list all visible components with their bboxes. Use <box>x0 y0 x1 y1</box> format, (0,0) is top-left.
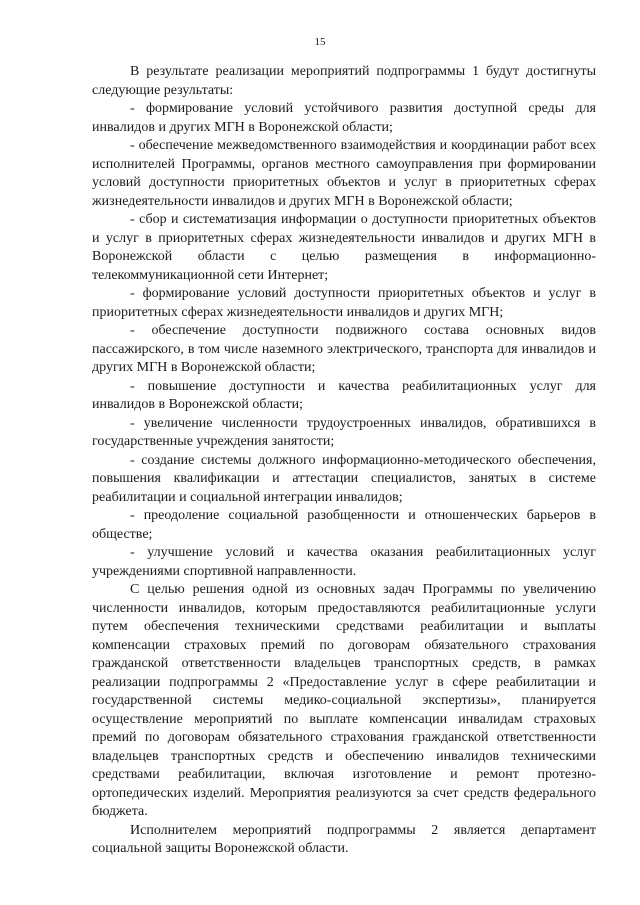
result-item-information-collection: - сбор и систематизация информации о доступности приоритетных объектов и услуг в приоритетных сферах жизнедеятельности инвалидов и других МГН в Воронежской области с целью размещения в информационно-телекоммуникационной сети Интернет; <box>92 212 596 283</box>
result-item-accessibility-conditions: - формирование условий доступности приоритетных объектов и услуг в приоритетных сферах жизнедеятельности инвалидов и других МГН; <box>92 286 596 320</box>
result-item-accessible-environment: - формирование условий устойчивого развития доступной среды для инвалидов и других МГН в Воронежской области; <box>92 101 596 135</box>
result-item-methodical-support: - создание системы должного информационно-методического обеспечения, повышения квалификации и аттестации специалистов, занятых в системе реабилитации и социальной интеграции инвалидов; <box>92 452 596 505</box>
executor-paragraph: Исполнителем мероприятий подпрограммы 2 является департамент социальной защиты Воронежской области. <box>92 822 596 856</box>
intro-paragraph: В результате реализации мероприятий подпрограммы 1 будут достигнуты следующие результаты: <box>92 64 596 98</box>
result-item-sports-rehabilitation: - улучшение условий и качества оказания реабилитационных услуг учреждениями спортивной направленности. <box>92 545 596 579</box>
result-item-transport-accessibility: - обеспечение доступности подвижного состава основных видов пассажирского, в том числе наземного электрического, транспорта для инвалидов и других МГН в Воронежской области; <box>92 323 596 375</box>
subprogram-2-paragraph: С целью решения одной из основных задач Программы по увеличению численности инвалидов, которым предоставляются реабилитационные услуги путем обеспечения техническими средствами реабилитации и выплаты компенсации страховых премий по договорам обязательного страхования гражданской ответственности владельцев транспортных средств, в рамках реализации подпрограммы 2 «Предоставление услуг в сфере реабилитации и государственной системы медико-социальной экспертизы», планируется осуществление мероприятий по выплате компенсации инвалидам страховых премий по договорам обязательного страхования гражданской ответственности владельцев транспортных средств и обеспечению инвалидов техническими средствами реабилитации, включая изготовление и ремонт протезно-ортопедических изделий. Мероприятия реализуются за счет средств федерального бюджета. <box>92 582 596 819</box>
document-body <box>92 63 596 859</box>
page-number: 15 <box>314 36 326 48</box>
result-item-rehabilitation-quality: - повышение доступности и качества реабилитационных услуг для инвалидов в Воронежской области; <box>92 378 596 412</box>
result-item-social-barriers: - преодоление социальной разобщенности и отношенческих барьеров в обществе; <box>92 508 596 542</box>
result-item-employment: - увеличение численности трудоустроенных инвалидов, обратившихся в государственные учреждения занятости; <box>92 415 596 449</box>
result-item-interagency-coordination: - обеспечение межведомственного взаимодействия и координации работ всех исполнителей Программы, органов местного самоуправления при формировании условий доступности приоритетных объектов и услуг в приоритетных сферах жизнедеятельности инвалидов и других МГН в Воронежской области; <box>92 138 596 209</box>
